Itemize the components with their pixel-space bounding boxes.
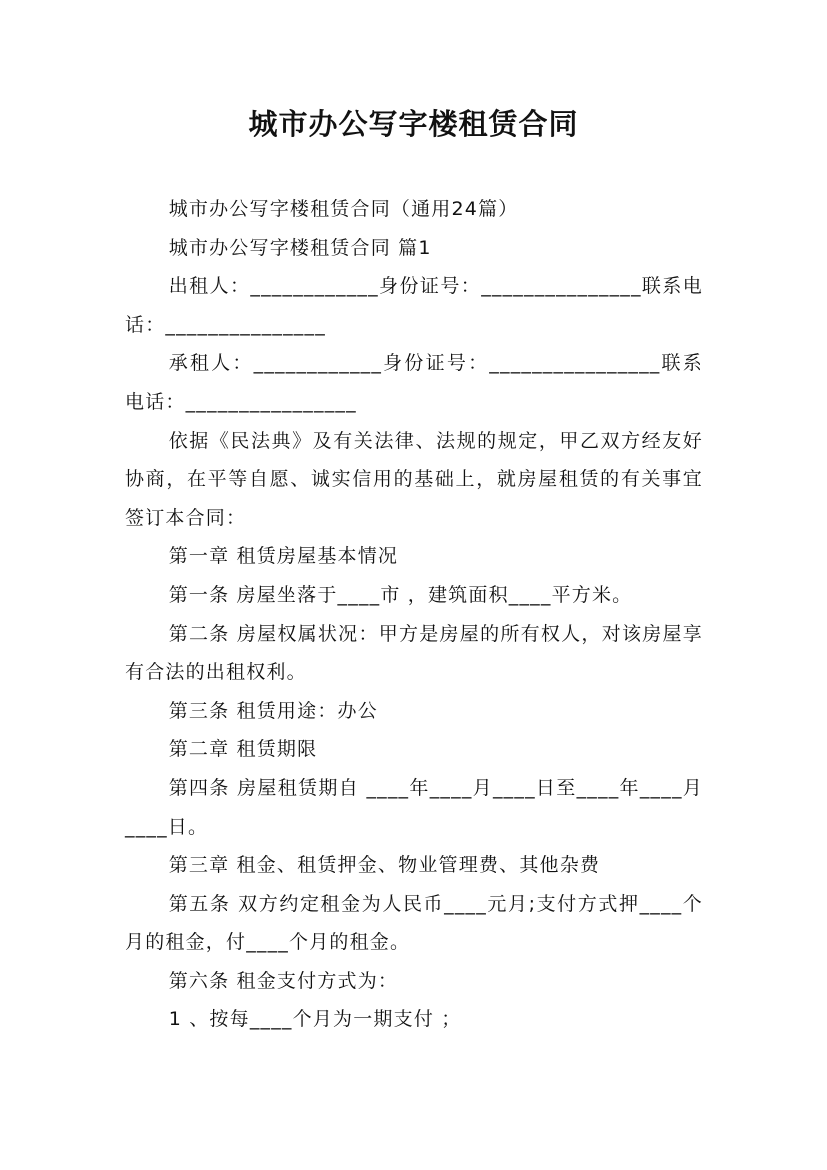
paragraph-contract-heading: 城市办公写字楼租赁合同 篇1 [168,236,432,259]
article-2: 第二条 房屋权属状况：甲方是房屋的所有权人，对该房屋享有合法的出租权利。 [125,622,703,684]
article-1: 第一条 房屋坐落于____市 ，建筑面积____平方米。 [168,583,633,606]
chapter-1-heading: 第一章 租赁房屋基本情况 [168,545,399,568]
paragraph-lessee: 承租人：____________身份证号：________________联系电话：________________ [125,352,703,413]
article-5: 第五条 双方约定租金为人民币____元月;支付方式押____个月的租金，付____个月的租金。 [125,892,703,954]
paragraph-preamble: 依据《民法典》及有关法律、法规的规定，甲乙双方经友好协商，在平等自愿、诚实信用的基础上，就房屋租赁的有关事宜签订本合同： [125,429,703,529]
chapter-3-heading: 第三章 租金、租赁押金、物业管理费、其他杂费 [168,854,601,877]
chapter-2-heading: 第二章 租赁期限 [168,738,318,761]
article-6: 第六条 租金支付方式为： [168,969,399,992]
document-title: 城市办公写字楼租赁合同 [248,107,579,141]
paragraph-collection-heading: 城市办公写字楼租赁合同（通用24篇） [168,198,519,220]
article-4: 第四条 房屋租赁期自 ____年____月____日至____年____月____日。 [125,776,703,838]
payment-item-1: 1 、按每____个月为一期支付 ； [168,1008,462,1031]
paragraph-lessor: 出租人：____________身份证号：_______________联系电话：_______________ [125,275,703,336]
article-3: 第三条 租赁用途：办公 [168,699,378,722]
document-body [125,190,703,1039]
